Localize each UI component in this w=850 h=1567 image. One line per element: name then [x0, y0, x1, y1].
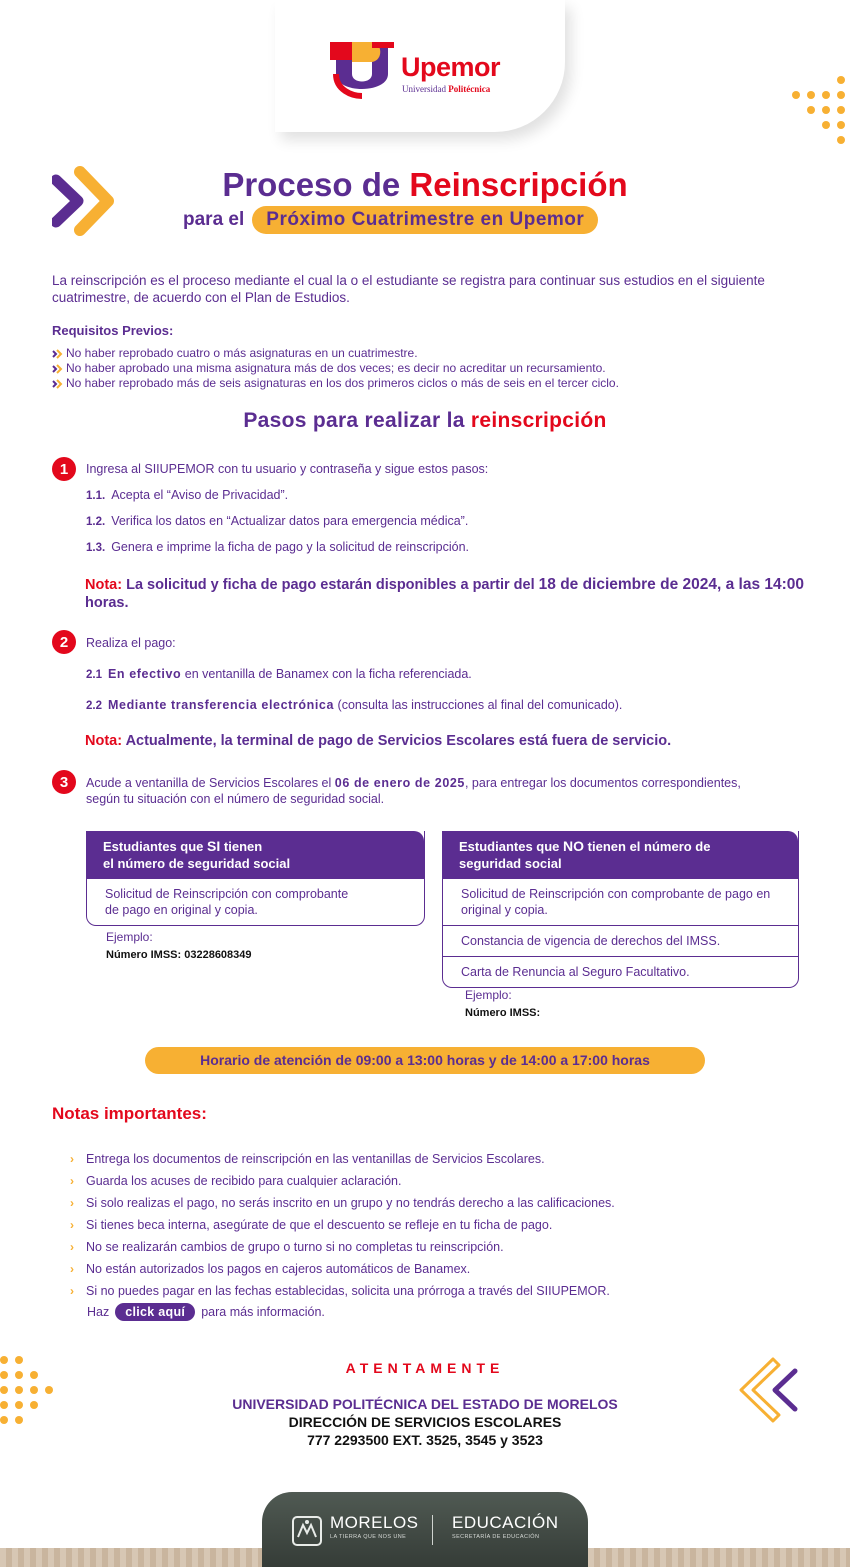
bullet-chevron-icon: ›	[70, 1262, 74, 1276]
table-si-imss	[86, 831, 425, 926]
step-number-3: 3	[52, 770, 76, 794]
step-number-2: 2	[52, 630, 76, 654]
decor-dots-top	[792, 76, 845, 144]
pasos-heading: Pasos para realizar la reinscripción	[243, 409, 607, 432]
list-item: No haber reprobado cuatro o más asignaturas en un cuatrimestre.	[52, 346, 619, 361]
list-item: › Si solo realizas el pago, no serás inscrito en un grupo y no tendrás derecho a las calificaciones.	[70, 1196, 615, 1210]
chevron-right-icon	[52, 364, 66, 374]
click-aqui-button[interactable]: click aquí	[115, 1303, 195, 1321]
step1-sub-2: 1.2. Verifica los datos en “Actualizar datos para emergencia médica”.	[86, 514, 469, 528]
bullet-chevron-icon: ›	[70, 1174, 74, 1188]
notas-heading: Notas importantes:	[52, 1104, 207, 1123]
chevron-right-icon	[52, 349, 66, 359]
step2-sub-2: 2.2 Mediante transferencia electrónica (consulta las instrucciones al final del comunicado).	[86, 698, 623, 712]
footer-educacion-tag: SECRETARÍA DE EDUCACIÓN	[452, 1534, 540, 1540]
bullet-chevron-icon: ›	[70, 1218, 74, 1232]
page-title: Proceso de Reinscripción	[222, 166, 628, 203]
step-number-1: 1	[52, 457, 76, 481]
ejemplo-si: Ejemplo: Número IMSS: 03228608349	[106, 930, 252, 961]
requisitos-heading: Requisitos Previos:	[52, 323, 174, 338]
subtitle-pill: Próximo Cuatrimestre en Upemor	[252, 206, 598, 234]
requisitos-list	[52, 346, 619, 391]
brand-name: Upemor	[401, 52, 501, 82]
list-item: › No se realizarán cambios de grupo o turno si no completas tu reinscripción.	[70, 1240, 504, 1254]
table-row: Constancia de vigencia de derechos del IMSS.	[443, 925, 798, 956]
step2-sub-1: 2.1 En efectivo en ventanilla de Banamex con la ficha referenciada.	[86, 667, 472, 681]
table-no-header: Estudiantes que NO tienen el número de seguridad social	[443, 831, 798, 878]
footer-morelos-tag: LA TIERRA QUE NOS UNE	[330, 1534, 407, 1540]
intro-paragraph: La reinscripción es el proceso mediante el cual la o el estudiante se registra para continuar sus estudios en el siguiente cuatrimestre, de acuerdo con el Plan de Estudios.	[52, 273, 765, 305]
footer-divider	[432, 1515, 433, 1545]
horario-banner: Horario de atención de 09:00 a 13:00 horas y de 14:00 a 17:00 horas	[145, 1047, 705, 1074]
firma-universidad: UNIVERSIDAD POLITÉCNICA DEL ESTADO DE MORELOS	[232, 1396, 618, 1412]
chevron-right-icon	[52, 379, 66, 389]
brand-subtitle: Universidad Politécnica	[402, 84, 491, 94]
list-item: › Guarda los acuses de recibido para cualquier aclaración.	[70, 1174, 402, 1188]
bullet-chevron-icon: ›	[70, 1196, 74, 1210]
table-row: Solicitud de Reinscripción con comprobante de pago en original y copia.	[443, 878, 798, 925]
step1-sub-3: 1.3. Genera e imprime la ficha de pago y la solicitud de reinscripción.	[86, 540, 470, 554]
click-aqui-line: Haz click aquí para más información.	[87, 1305, 325, 1319]
list-item: › Si no puedes pagar en las fechas establecidas, solicita una prórroga a través del SIIUPEMOR.	[70, 1284, 610, 1298]
footer-educacion: EDUCACIÓN	[452, 1513, 559, 1532]
table-row: Solicitud de Reinscripción con comprobante de pago en original y copia.	[87, 878, 424, 925]
morelos-seal-icon	[290, 1513, 324, 1549]
bullet-chevron-icon: ›	[70, 1240, 74, 1254]
list-item: › No están autorizados los pagos en cajeros automáticos de Banamex.	[70, 1262, 471, 1276]
list-item: No haber aprobado una misma asignatura más de dos veces; es decir no acreditar un recursamiento.	[52, 361, 619, 376]
step1-sub-1: 1.1. Acepta el “Aviso de Privacidad”.	[86, 488, 289, 502]
table-si-header: Estudiantes que SI tienen el número de seguridad social	[87, 831, 424, 878]
step3-text: Acude a ventanilla de Servicios Escolares el 06 de enero de 2025, para entregar los documentos correspondientes, según tu situación con el número de seguridad social.	[86, 776, 741, 806]
bullet-chevron-icon: ›	[70, 1152, 74, 1166]
bullet-chevron-icon: ›	[70, 1284, 74, 1298]
step1-nota: Nota: La solicitud y ficha de pago estarán disponibles a partir del 18 de diciembre de 2024, a las 14:00 horas.	[85, 576, 805, 611]
list-item: No haber reprobado más de seis asignaturas en los dos primeros ciclos o más de seis en el tercer ciclo.	[52, 376, 619, 391]
table-row: Carta de Renuncia al Seguro Facultativo.	[443, 956, 798, 987]
firma-direccion: DIRECCIÓN DE SERVICIOS ESCOLARES	[288, 1414, 562, 1430]
upemor-logo-icon	[328, 40, 396, 100]
page-subtitle: para el Próximo Cuatrimestre en Upemor	[183, 206, 598, 234]
step1-text: Ingresa al SIIUPEMOR con tu usuario y contraseña y sigue estos pasos:	[86, 462, 489, 476]
table-no-imss	[442, 831, 799, 988]
atentamente: ATENTAMENTE	[345, 1360, 505, 1376]
step2-nota: Nota: Actualmente, la terminal de pago de Servicios Escolares está fuera de servicio.	[85, 733, 672, 749]
notas-list	[70, 1150, 615, 1304]
list-item: › Si tienes beca interna, asegúrate de que el descuento se refleje en tu ficha de pago.	[70, 1218, 553, 1232]
firma-telefono: 777 2293500 EXT. 3525, 3545 y 3523	[307, 1432, 543, 1448]
list-item: › Entrega los documentos de reinscripción en las ventanillas de Servicios Escolares.	[70, 1152, 545, 1166]
step2-text: Realiza el pago:	[86, 636, 176, 650]
ejemplo-no: Ejemplo: Número IMSS:	[465, 988, 541, 1019]
footer-morelos: MORELOS	[330, 1513, 419, 1532]
